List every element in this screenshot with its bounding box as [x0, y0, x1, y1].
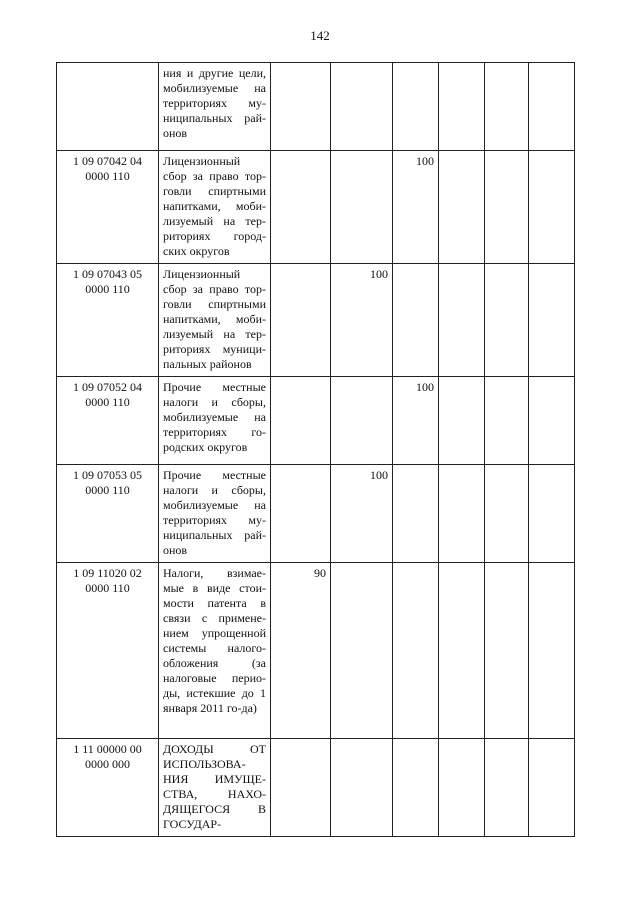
value-cell — [331, 739, 393, 837]
value-cell — [271, 151, 331, 264]
value-cell — [439, 465, 485, 563]
revenue-code: 1 09 07053 05 0000 110 — [57, 465, 159, 563]
value-cell — [393, 264, 439, 377]
value-cell — [529, 63, 575, 151]
value-cell — [439, 377, 485, 465]
value-cell — [529, 465, 575, 563]
value-cell — [271, 739, 331, 837]
value-cell — [485, 377, 529, 465]
value-cell — [393, 63, 439, 151]
value-cell — [331, 563, 393, 739]
revenue-name: ния и другие цели, мобилизуемые на территориях му-ниципальных рай-онов — [159, 63, 271, 151]
value-cell — [439, 264, 485, 377]
value-cell — [439, 63, 485, 151]
revenue-distribution-table — [56, 62, 575, 837]
value-cell — [529, 151, 575, 264]
table-row — [57, 151, 575, 264]
value-cell — [485, 465, 529, 563]
value-cell — [529, 563, 575, 739]
page-number: 142 — [310, 28, 330, 43]
value-cell: 100 — [331, 465, 393, 563]
value-cell — [439, 563, 485, 739]
table-row — [57, 377, 575, 465]
revenue-name: Лицензионный сбор за право тор-говли спиртными напитками, моби-лизуемый на тер-риториях город-ских округов — [159, 151, 271, 264]
value-cell — [439, 739, 485, 837]
value-cell — [271, 264, 331, 377]
value-cell — [529, 739, 575, 837]
value-cell — [271, 465, 331, 563]
table-row — [57, 465, 575, 563]
value-cell — [485, 739, 529, 837]
value-cell — [271, 377, 331, 465]
table-row — [57, 63, 575, 151]
value-cell: 90 — [271, 563, 331, 739]
value-cell — [529, 264, 575, 377]
revenue-code: 1 09 07052 04 0000 110 — [57, 377, 159, 465]
value-cell — [485, 63, 529, 151]
revenue-code: 1 09 11020 02 0000 110 — [57, 563, 159, 739]
revenue-code: 1 09 07042 04 0000 110 — [57, 151, 159, 264]
value-cell — [393, 465, 439, 563]
revenue-name: ДОХОДЫ ОТ ИСПОЛЬЗОВА-НИЯ ИМУЩЕ-СТВА, НАХО-ДЯЩЕГОСЯ В ГОСУДАР- — [159, 739, 271, 837]
revenue-code — [57, 63, 159, 151]
revenue-name: Прочие местные налоги и сборы, мобилизуемые на территориях му-ниципальных рай-онов — [159, 465, 271, 563]
value-cell — [331, 63, 393, 151]
revenue-code: 1 11 00000 00 0000 000 — [57, 739, 159, 837]
table-row — [57, 264, 575, 377]
value-cell: 100 — [393, 151, 439, 264]
value-cell — [439, 151, 485, 264]
revenue-name: Налоги, взимае-мые в виде стои-мости патента в связи с примене-нием упрощенной системы налого-обложения (за налоговые перио-ды, истекшие до 1 января 2011 го-да) — [159, 563, 271, 739]
value-cell — [529, 377, 575, 465]
value-cell — [485, 151, 529, 264]
value-cell: 100 — [393, 377, 439, 465]
value-cell — [331, 151, 393, 264]
value-cell — [485, 264, 529, 377]
table-row — [57, 739, 575, 837]
revenue-name: Прочие местные налоги и сборы, мобилизуемые на территориях го-родских округов — [159, 377, 271, 465]
value-cell: 100 — [331, 264, 393, 377]
revenue-name: Лицензионный сбор за право тор-говли спиртными напитками, моби-лизуемый на тер-риториях муници-пальных районов — [159, 264, 271, 377]
table-row — [57, 563, 575, 739]
value-cell — [485, 563, 529, 739]
value-cell — [331, 377, 393, 465]
revenue-code: 1 09 07043 05 0000 110 — [57, 264, 159, 377]
value-cell — [271, 63, 331, 151]
value-cell — [393, 739, 439, 837]
value-cell — [393, 563, 439, 739]
